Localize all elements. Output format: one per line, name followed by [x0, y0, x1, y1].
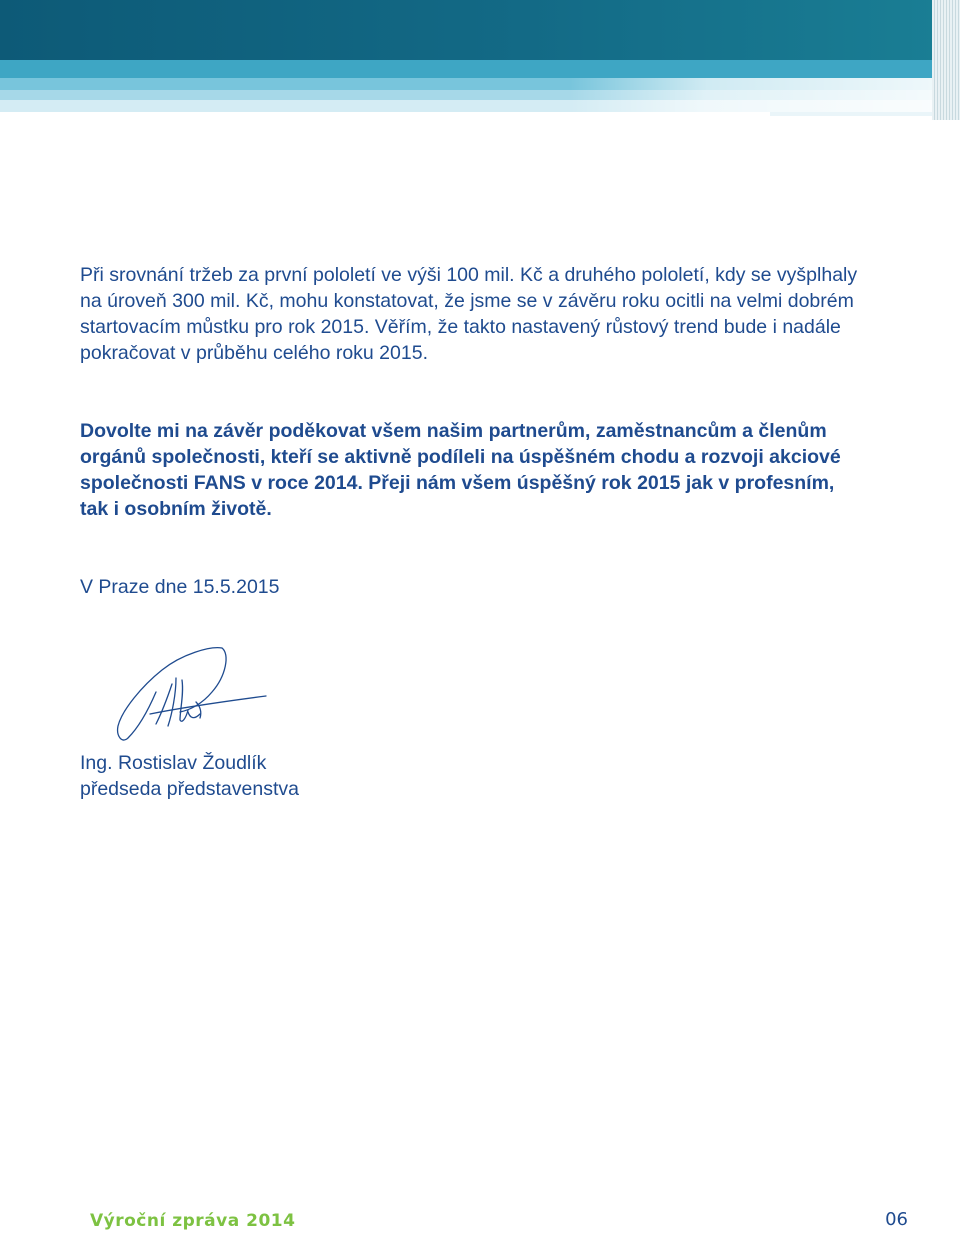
revenue-paragraph: Při srovnání tržeb za první pololetí ve výši 100 mil. Kč a druhého pololetí, kdy se vyšplhaly na úroveň 300 mil. Kč, mohu konstatovat, že jsme se v závěru roku ocitli na velmi dobrém startovacím můstku pro rok 2015. Věřím, že takto nastavený růstový trend bude i nadále pokračovat v průběhu celého roku 2015.	[80, 264, 858, 364]
page-number: 06	[885, 1209, 908, 1230]
thanks-paragraph: Dovolte mi na závěr poděkovat všem našim partnerům, zaměstnancům a členům orgánů společnosti, kteří se aktivně podíleli na úspěšném chodu a rozvoji akciové společnosti FANS v roce 2014. Přeji nám všem úspěšný rok 2015 jak v profesním, tak i osobním životě.	[80, 420, 841, 520]
date-line: V Praze dne 15.5.2015	[80, 576, 280, 598]
report-title: Výroční zpráva 2014	[90, 1211, 296, 1231]
header-stripe	[0, 60, 960, 78]
header-band	[0, 0, 960, 60]
signer-name: Ing. Rostislav Žoudlík	[80, 752, 267, 774]
signer-block	[80, 750, 299, 802]
letter-body	[80, 262, 860, 600]
signature-image	[110, 640, 290, 752]
signer-role: předseda představenstva	[80, 778, 299, 800]
header-edge-pattern	[932, 0, 960, 120]
header-highlight	[570, 78, 960, 112]
